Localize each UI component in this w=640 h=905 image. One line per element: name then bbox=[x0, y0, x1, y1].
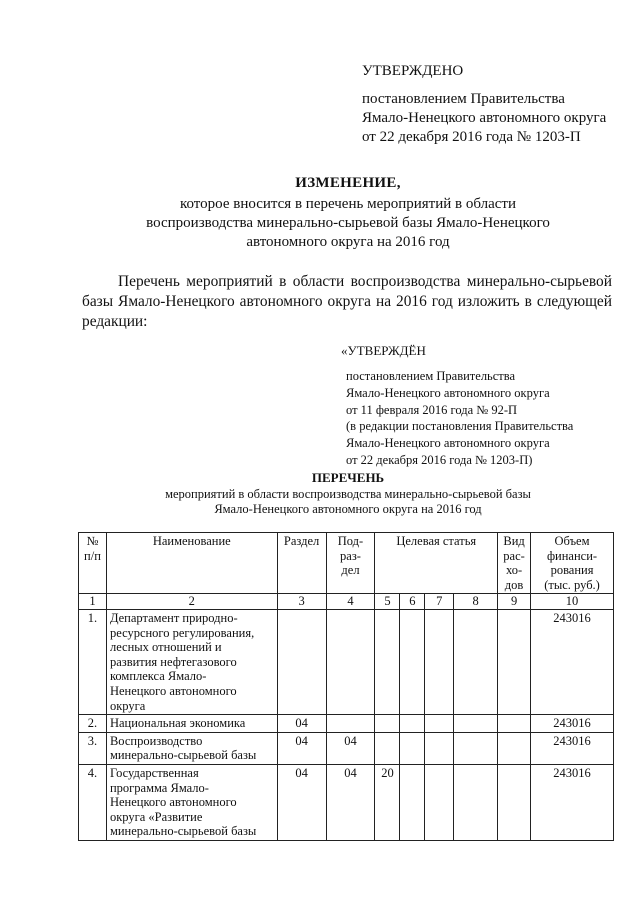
column-number: 2 bbox=[106, 594, 277, 610]
list-subtitle bbox=[0, 487, 640, 517]
column-number: 9 bbox=[498, 594, 531, 610]
approval2-line: Ямало-Ненецкого автономного округа bbox=[346, 385, 550, 400]
row-target-7 bbox=[425, 764, 454, 840]
row-name: Департамент природно- ресурсного регулирования, лесных отношений и развития нефтегазового комплекса Ямало- Ненецкого автономного округа bbox=[106, 609, 277, 714]
row-expense bbox=[498, 764, 531, 840]
header-subsection: Под- раз- дел bbox=[326, 533, 375, 594]
column-number: 10 bbox=[531, 594, 614, 610]
approval2-line: от 22 декабря 2016 года № 1203-П) bbox=[346, 452, 533, 467]
table-row bbox=[79, 732, 614, 764]
approval-line: Ямало-Ненецкого автономного округа bbox=[362, 110, 607, 126]
column-number: 5 bbox=[375, 594, 400, 610]
row-subsection bbox=[326, 609, 375, 714]
row-target-5 bbox=[375, 732, 400, 764]
row-target-7 bbox=[425, 715, 454, 733]
row-target-6 bbox=[400, 732, 425, 764]
change-subtitle-line: воспроизводства минерально-сырьевой базы Ямало-Ненецкого bbox=[146, 215, 550, 231]
header-section: Раздел bbox=[277, 533, 326, 594]
row-name: Государственная программа Ямало- Ненецкого автономного округа «Развитие минерально-сырьевой базы bbox=[106, 764, 277, 840]
approval-line: постановлением Правительства bbox=[362, 91, 565, 107]
change-heading: ИЗМЕНЕНИЕ, bbox=[295, 175, 401, 191]
row-name: Национальная экономика bbox=[106, 715, 277, 733]
row-section: 04 bbox=[277, 715, 326, 733]
row-expense bbox=[498, 732, 531, 764]
row-num: 4. bbox=[79, 764, 107, 840]
column-numbers-row bbox=[79, 594, 614, 610]
row-section: 04 bbox=[277, 732, 326, 764]
row-subsection bbox=[326, 715, 375, 733]
table-row bbox=[79, 764, 614, 840]
intro-paragraph bbox=[82, 272, 612, 332]
row-target-6 bbox=[400, 715, 425, 733]
approval2-line: от 11 февраля 2016 года № 92-П bbox=[346, 402, 518, 417]
column-number: 4 bbox=[326, 594, 375, 610]
row-volume: 243016 bbox=[531, 715, 614, 733]
row-volume: 243016 bbox=[531, 609, 614, 714]
intro-line: базы Ямало-Ненецкого автономного округа на 2016 год изложить в следующей bbox=[82, 293, 612, 310]
change-subtitle-line: автономного округа на 2016 год bbox=[246, 234, 450, 250]
table-header-row bbox=[79, 533, 614, 594]
approval2-title: «УТВЕРЖДЁН bbox=[341, 343, 426, 358]
row-target-7 bbox=[425, 732, 454, 764]
row-volume: 243016 bbox=[531, 732, 614, 764]
header-expense-type: Вид рас- хо- дов bbox=[498, 533, 531, 594]
row-section bbox=[277, 609, 326, 714]
row-subsection: 04 bbox=[326, 764, 375, 840]
intro-line: редакции: bbox=[82, 313, 148, 330]
row-target-8 bbox=[454, 764, 498, 840]
row-target-6 bbox=[400, 609, 425, 714]
row-num: 2. bbox=[79, 715, 107, 733]
row-target-5 bbox=[375, 715, 400, 733]
header-funding-volume: Объем финанси- рования (тыс. руб.) bbox=[531, 533, 614, 594]
row-subsection: 04 bbox=[326, 732, 375, 764]
row-target-8 bbox=[454, 715, 498, 733]
list-subtitle-line: мероприятий в области воспроизводства минерально-сырьевой базы bbox=[165, 487, 531, 501]
row-target-7 bbox=[425, 609, 454, 714]
approval-block bbox=[362, 90, 606, 147]
row-num: 3. bbox=[79, 732, 107, 764]
change-subtitle bbox=[0, 195, 640, 252]
column-number: 7 bbox=[425, 594, 454, 610]
approval2-block bbox=[346, 368, 573, 469]
list-heading: ПЕРЕЧЕНЬ bbox=[311, 470, 385, 485]
row-target-8 bbox=[454, 609, 498, 714]
header-name: Наименование bbox=[106, 533, 277, 594]
row-expense bbox=[498, 715, 531, 733]
row-target-8 bbox=[454, 732, 498, 764]
list-subtitle-line: Ямало-Ненецкого автономного округа на 2016 год bbox=[214, 502, 482, 516]
row-num: 1. bbox=[79, 609, 107, 714]
intro-line: Перечень мероприятий в области воспроизводства минерально-сырьевой bbox=[118, 273, 612, 290]
row-volume: 243016 bbox=[531, 764, 614, 840]
row-section: 04 bbox=[277, 764, 326, 840]
column-number: 6 bbox=[400, 594, 425, 610]
row-target-5 bbox=[375, 609, 400, 714]
activities-table bbox=[78, 532, 614, 841]
table-row bbox=[79, 609, 614, 714]
approval2-line: Ямало-Ненецкого автономного округа bbox=[346, 436, 550, 451]
column-number: 8 bbox=[454, 594, 498, 610]
header-target-article: Целевая статья bbox=[375, 533, 498, 594]
approval2-line: постановлением Правительства bbox=[346, 369, 516, 383]
column-number: 3 bbox=[277, 594, 326, 610]
row-expense bbox=[498, 609, 531, 714]
approval2-line: (в редакции постановления Правительства bbox=[346, 419, 574, 434]
change-subtitle-line: которое вносится в перечень мероприятий в области bbox=[179, 196, 517, 212]
column-number: 1 bbox=[79, 594, 107, 610]
row-name: Воспроизводство минерально-сырьевой базы bbox=[106, 732, 277, 764]
row-target-6 bbox=[400, 764, 425, 840]
table-row bbox=[79, 715, 614, 733]
row-target-5: 20 bbox=[375, 764, 400, 840]
header-num: № п/п bbox=[79, 533, 107, 594]
approval-title: УТВЕРЖДЕНО bbox=[362, 63, 464, 79]
approval-line: от 22 декабря 2016 года № 1203-П bbox=[362, 129, 581, 145]
